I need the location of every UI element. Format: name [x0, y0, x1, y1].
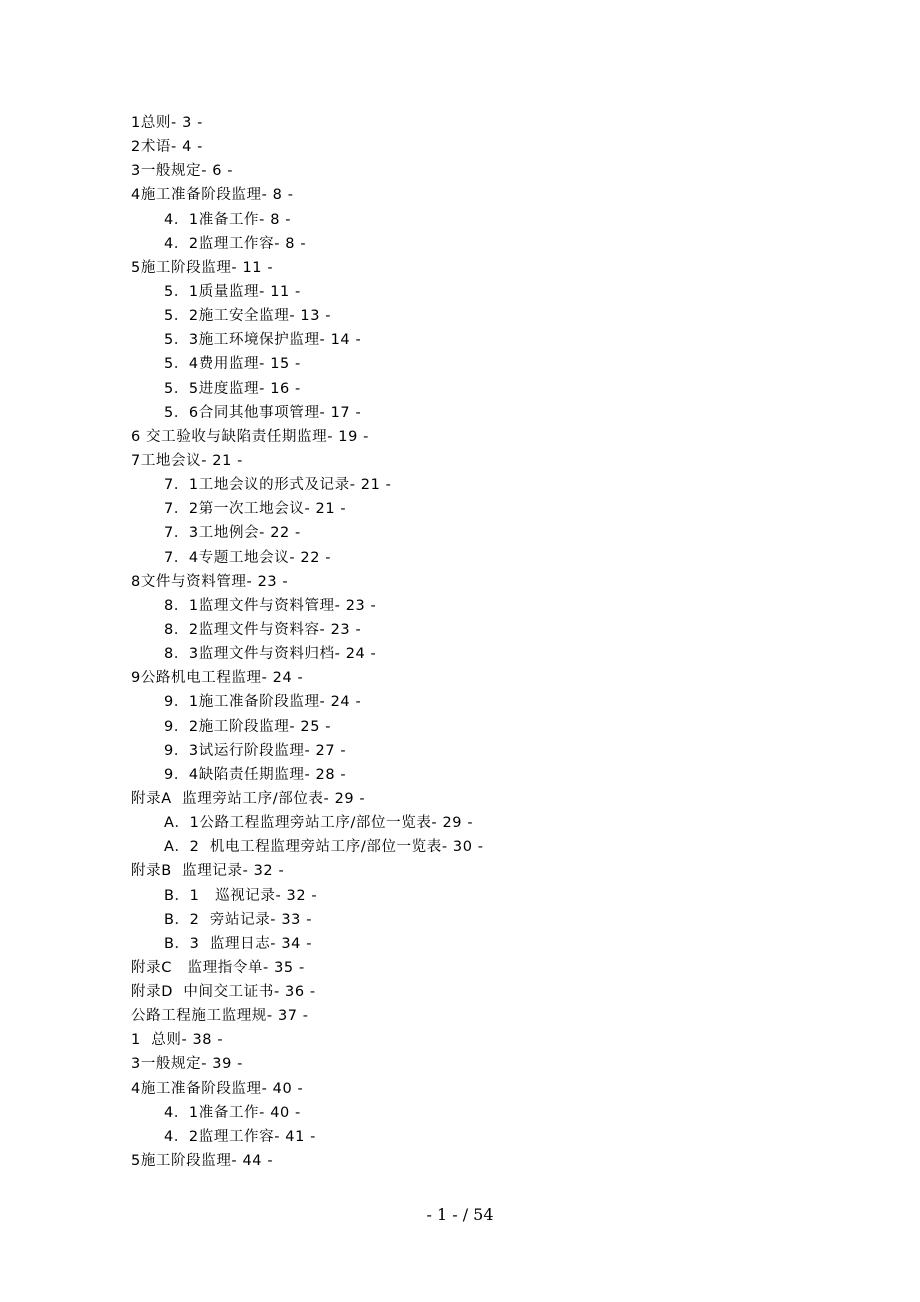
toc-entry[interactable]: 公路工程施工监理规- 37 - [131, 1008, 309, 1025]
toc-entry[interactable]: 1总则- 3 - [131, 115, 203, 131]
toc-subentry[interactable]: A．1公路工程监理旁站工序/部位一览表- 29 - [164, 815, 474, 832]
toc-entry[interactable]: 3一般规定- 6 - [131, 163, 234, 180]
toc-subentry[interactable]: 9．1施工准备阶段监理- 24 - [164, 694, 362, 711]
toc-entry[interactable]: 附录A 监理旁站工序/部位表- 29 - [131, 790, 366, 807]
toc-subentry[interactable]: 5．2施工安全监理- 13 - [164, 308, 332, 325]
toc-entry[interactable]: 8文件与资料管理- 23 - [131, 573, 289, 590]
toc-entry[interactable]: 9公路机电工程监理- 24 - [131, 670, 304, 687]
toc-subentry[interactable]: 5．3施工环境保护监理- 14 - [164, 332, 362, 349]
toc-entry[interactable]: 6 交工验收与缺陷责任期监理- 19 - [131, 428, 369, 445]
toc-subentry[interactable]: 9．2施工阶段监理- 25 - [164, 718, 332, 735]
toc-subentry[interactable]: 4．2监理工作容- 41 - [164, 1128, 316, 1145]
toc-subentry[interactable]: 7．4专题工地会议- 22 - [164, 549, 332, 566]
toc-subentry[interactable]: 7．3工地例会- 22 - [164, 525, 301, 542]
toc-entry[interactable]: 2术语- 4 - [131, 139, 203, 156]
toc-subentry[interactable]: A．2 机电工程监理旁站工序/部位一览表- 30 - [164, 839, 484, 856]
toc-entry[interactable]: 5施工阶段监理- 44 - [131, 1153, 274, 1170]
toc-subentry[interactable]: 8．3监理文件与资料归档- 24 - [164, 646, 377, 663]
toc-subentry[interactable]: 5．4费用监理- 15 - [164, 356, 301, 373]
toc-subentry[interactable]: 4．2监理工作容- 8 - [164, 235, 307, 252]
toc-subentry[interactable]: 9．3试运行阶段监理- 27 - [164, 742, 347, 759]
toc-subentry[interactable]: B．3 监理日志- 34 - [164, 935, 313, 952]
table-of-contents [131, 111, 484, 1173]
toc-subentry[interactable]: 8．1监理文件与资料管理- 23 - [164, 597, 377, 614]
toc-entry[interactable]: 5施工阶段监理- 11 - [131, 259, 274, 276]
toc-subentry[interactable]: B．2 旁站记录- 33 - [164, 911, 313, 928]
toc-subentry[interactable]: 4．1准备工作- 8 - [164, 211, 292, 228]
toc-entry[interactable]: 附录B 监理记录- 32 - [131, 863, 285, 880]
toc-entry[interactable]: 附录C 监理指令单- 35 - [131, 959, 305, 976]
toc-subentry[interactable]: B．1 巡视记录- 32 - [164, 887, 318, 904]
toc-subentry[interactable]: 5．5进度监理- 16 - [164, 380, 301, 397]
toc-subentry[interactable]: 5．1质量监理- 11 - [164, 283, 301, 300]
toc-subentry[interactable]: 7．2第一次工地会议- 21 - [164, 501, 347, 518]
toc-subentry[interactable]: 8．2监理文件与资料容- 23 - [164, 621, 362, 638]
toc-subentry[interactable]: 7．1工地会议的形式及记录- 21 - [164, 477, 392, 494]
toc-entry[interactable]: 7工地会议- 21 - [131, 452, 243, 469]
toc-entry[interactable]: 3一般规定- 39 - [131, 1056, 243, 1073]
toc-entry[interactable]: 4施工准备阶段监理- 8 - [131, 187, 294, 204]
toc-entry[interactable]: 4施工准备阶段监理- 40 - [131, 1080, 304, 1097]
toc-entry[interactable]: 1 总则- 38 - [131, 1032, 224, 1049]
toc-subentry[interactable]: 5．6合同其他事项管理- 17 - [164, 404, 362, 421]
toc-subentry[interactable]: 4．1准备工作- 40 - [164, 1104, 301, 1121]
page-number: - 1 - / 54 [426, 1205, 494, 1224]
toc-entry[interactable]: 附录D 中间交工证书- 36 - [131, 984, 316, 1001]
toc-subentry[interactable]: 9．4缺陷责任期监理- 28 - [164, 766, 347, 783]
